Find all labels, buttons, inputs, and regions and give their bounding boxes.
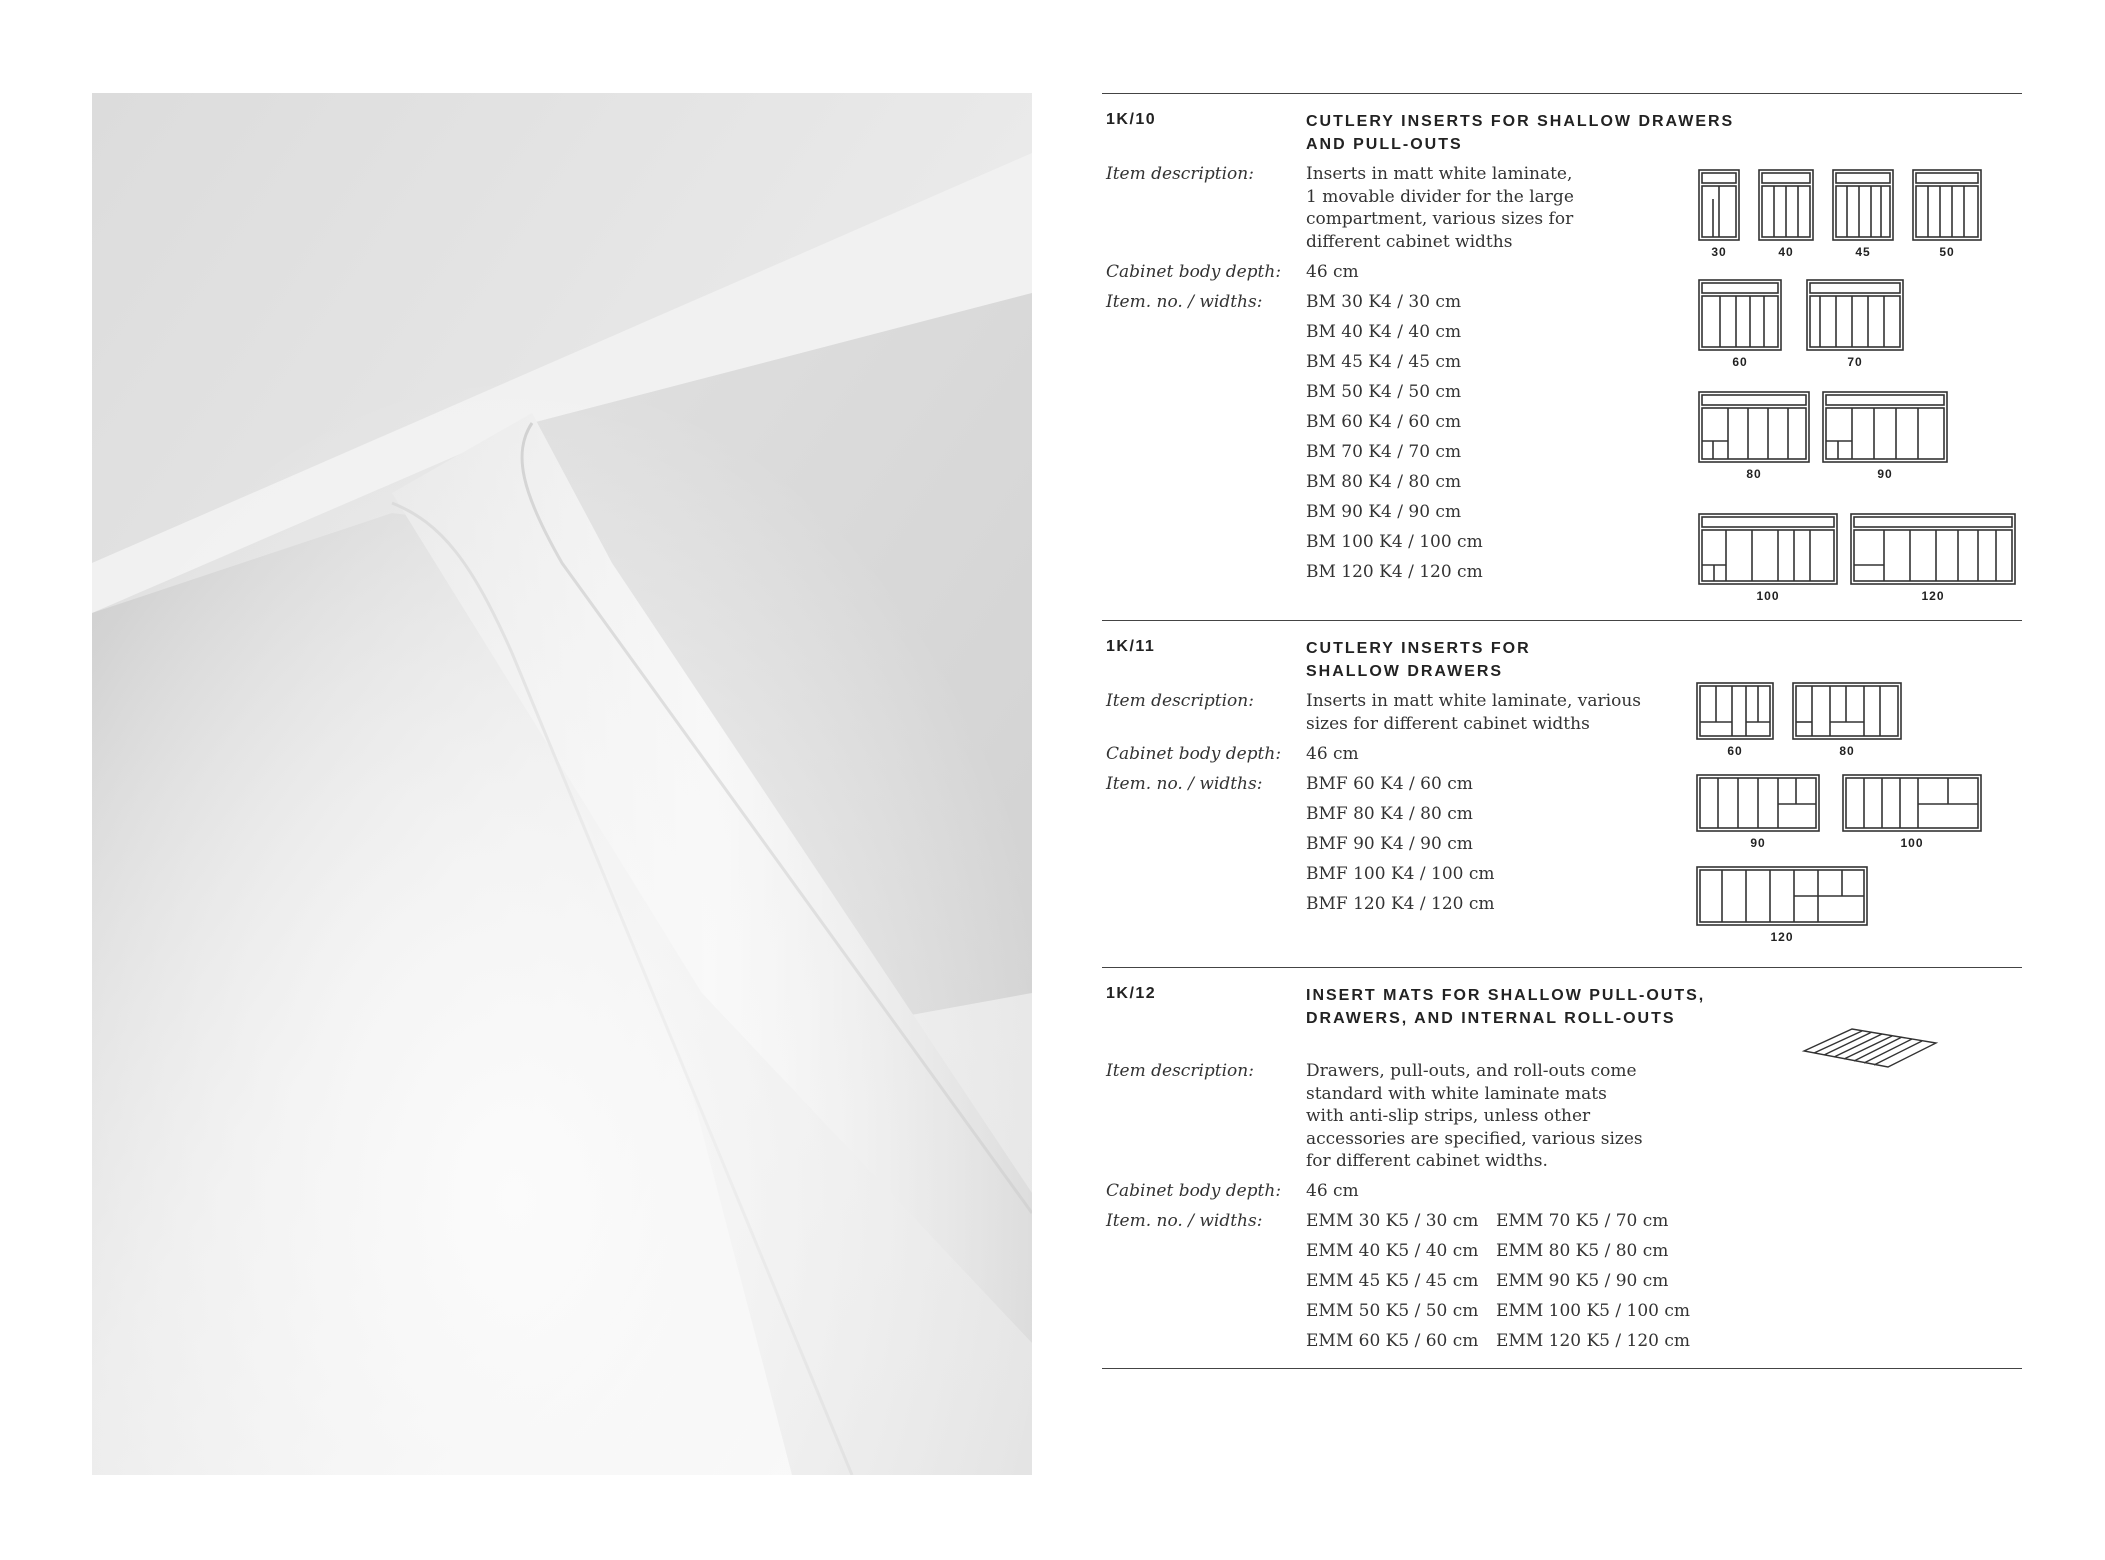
divider	[1102, 93, 2022, 94]
item-number: EMM 45 K5 / 45 cm	[1306, 1271, 1479, 1291]
insert-diagram-60	[1698, 279, 1782, 351]
insert-diagram-30	[1698, 169, 1740, 241]
divider	[1102, 1368, 2022, 1369]
items-label: Item. no. / widths:	[1106, 292, 1263, 312]
insert-diagram-90	[1696, 774, 1820, 832]
item-number: EMM 80 K5 / 80 cm	[1496, 1241, 1669, 1261]
diagram-label: 50	[1939, 245, 1955, 259]
insert-diagram-50	[1912, 169, 1982, 241]
diagram-label: 80	[1839, 744, 1855, 758]
product-photo-sink-detail	[92, 93, 1032, 1475]
diagram-label: 45	[1855, 245, 1871, 259]
item-number: BM 70 K4 / 70 cm	[1306, 442, 1462, 462]
section-title: CUTLERY INSERTS FOR SHALLOW DRAWERS	[1306, 640, 1531, 680]
depth-label: Cabinet body depth:	[1106, 1181, 1282, 1201]
item-list-col-2	[1496, 1206, 1690, 1356]
section-title: INSERT MATS FOR SHALLOW PULL-OUTS, DRAWERS, AND INTERNAL ROLL-OUTS	[1306, 987, 1706, 1027]
item-code: 1K/11	[1106, 638, 1156, 655]
items-label: Item. no. / widths:	[1106, 1211, 1263, 1231]
item-list	[1306, 769, 1495, 919]
insert-diagram-80	[1792, 682, 1902, 740]
item-code: 1K/10	[1106, 111, 1157, 128]
item-number: EMM 30 K5 / 30 cm	[1306, 1211, 1479, 1231]
diagram-label: 100	[1900, 836, 1924, 850]
diagram-label: 90	[1750, 836, 1766, 850]
divider	[1102, 620, 2022, 621]
item-code: 1K/12	[1106, 985, 1157, 1002]
insert-diagram-70	[1806, 279, 1904, 351]
diagram-label: 120	[1921, 589, 1945, 603]
item-number: BMF 120 K4 / 120 cm	[1306, 894, 1495, 914]
diagram-label: 90	[1877, 467, 1893, 481]
item-number: BMF 90 K4 / 90 cm	[1306, 834, 1473, 854]
item-number: EMM 90 K5 / 90 cm	[1496, 1271, 1669, 1291]
item-number: BM 80 K4 / 80 cm	[1306, 472, 1462, 492]
insert-diagram-40	[1758, 169, 1814, 241]
insert-diagram-90	[1822, 391, 1948, 463]
item-description: Inserts in matt white laminate, 1 movable divider for the large compartment, various sizes for different cabinet widths	[1306, 164, 1574, 252]
item-number: BMF 80 K4 / 80 cm	[1306, 804, 1473, 824]
item-list	[1306, 287, 1483, 587]
item-number: BMF 100 K4 / 100 cm	[1306, 864, 1495, 884]
item-number: EMM 60 K5 / 60 cm	[1306, 1331, 1479, 1351]
item-number: BM 40 K4 / 40 cm	[1306, 322, 1462, 342]
item-description-label: Item description:	[1106, 691, 1254, 711]
items-label: Item. no. / widths:	[1106, 774, 1263, 794]
depth-value: 46 cm	[1306, 262, 1359, 282]
item-number: EMM 100 K5 / 100 cm	[1496, 1301, 1691, 1321]
item-number: BM 50 K4 / 50 cm	[1306, 382, 1462, 402]
section-title: CUTLERY INSERTS FOR SHALLOW DRAWERS AND PULL-OUTS	[1306, 113, 1735, 153]
insert-diagram-120	[1850, 513, 2016, 585]
item-number: BMF 60 K4 / 60 cm	[1306, 774, 1473, 794]
item-number: BM 90 K4 / 90 cm	[1306, 502, 1462, 522]
item-number: BM 100 K4 / 100 cm	[1306, 532, 1483, 552]
diagram-label: 60	[1732, 355, 1748, 369]
insert-mat-diagram	[1802, 1027, 1938, 1071]
depth-label: Cabinet body depth:	[1106, 262, 1282, 282]
diagram-label: 100	[1756, 589, 1780, 603]
sink-photo	[92, 93, 1032, 1475]
item-number: BM 120 K4 / 120 cm	[1306, 562, 1483, 582]
insert-diagram-80	[1698, 391, 1810, 463]
depth-value: 46 cm	[1306, 744, 1359, 764]
diagram-label: 80	[1746, 467, 1762, 481]
item-description: Drawers, pull-outs, and roll-outs come standard with white laminate mats with anti-slip strips, unless other accessories are specified, various sizes for different cabinet widths.	[1306, 1061, 1643, 1171]
item-number: BM 30 K4 / 30 cm	[1306, 292, 1462, 312]
insert-diagram-60	[1696, 682, 1774, 740]
item-description: Inserts in matt white laminate, various sizes for different cabinet widths	[1306, 691, 1642, 734]
item-number: EMM 50 K5 / 50 cm	[1306, 1301, 1479, 1321]
insert-diagram-45	[1832, 169, 1894, 241]
item-description-label: Item description:	[1106, 1061, 1254, 1081]
insert-diagram-120	[1696, 866, 1868, 926]
diagram-label: 70	[1847, 355, 1863, 369]
diagram-label: 60	[1727, 744, 1743, 758]
insert-diagram-100	[1842, 774, 1982, 832]
item-description-label: Item description:	[1106, 164, 1254, 184]
item-number: EMM 40 K5 / 40 cm	[1306, 1241, 1479, 1261]
item-number: EMM 70 K5 / 70 cm	[1496, 1211, 1669, 1231]
depth-label: Cabinet body depth:	[1106, 744, 1282, 764]
item-number: BM 60 K4 / 60 cm	[1306, 412, 1462, 432]
divider	[1102, 967, 2022, 968]
depth-value: 46 cm	[1306, 1181, 1359, 1201]
diagram-label: 40	[1778, 245, 1794, 259]
insert-diagram-100	[1698, 513, 1838, 585]
diagram-label: 120	[1770, 930, 1794, 944]
item-list-col-1	[1306, 1206, 1478, 1356]
diagram-label: 30	[1711, 245, 1727, 259]
item-number: EMM 120 K5 / 120 cm	[1496, 1331, 1691, 1351]
item-number: BM 45 K4 / 45 cm	[1306, 352, 1462, 372]
